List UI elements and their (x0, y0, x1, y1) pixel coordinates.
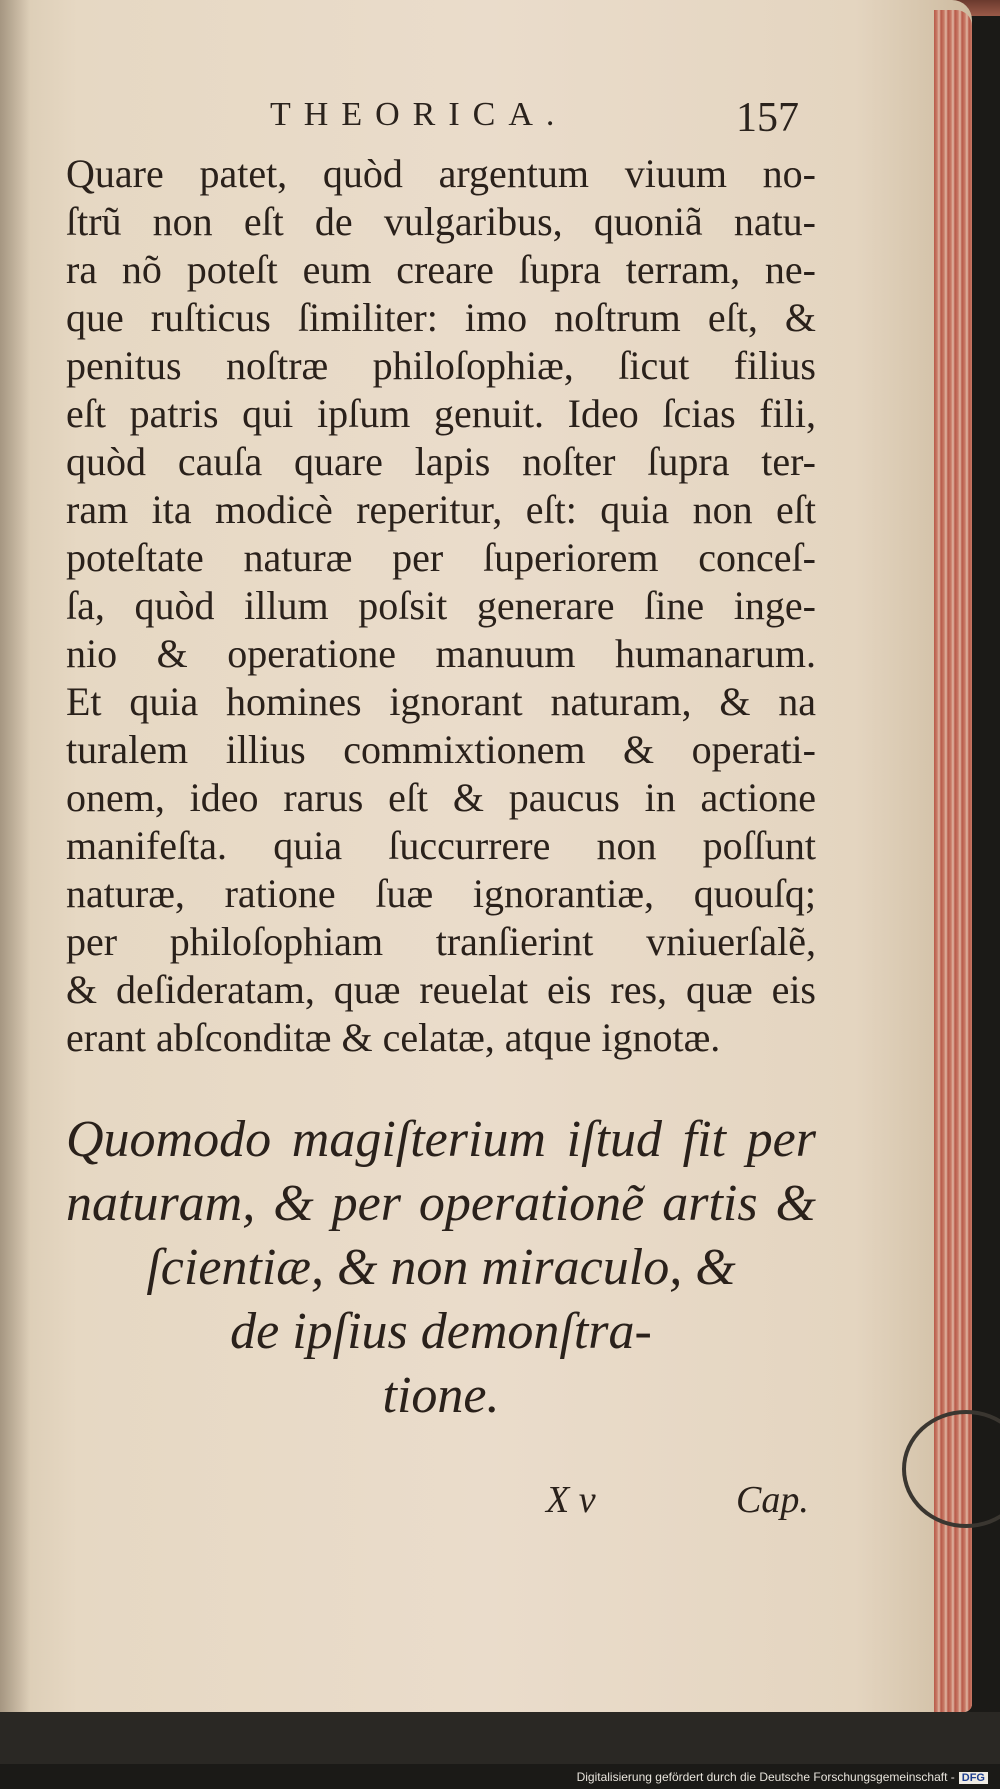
text-line: per philoſophiam tranſierint vniuerſalẽ, (66, 919, 816, 964)
page-number: 157 (736, 95, 799, 141)
catchword: Cap. (736, 1479, 809, 1521)
text-line: ra nõ poteſt eum creare ſupra terram, ne- (66, 247, 816, 292)
text-line: penitus noſtræ philoſophiæ, ſicut filius (66, 343, 816, 388)
text-line: & deſideratam, quæ reuelat eis res, quæ eis (66, 967, 816, 1012)
text-line: que ruſticus ſimiliter: imo noſtrum eſt, & (66, 295, 816, 340)
text-line: manifeſta. quia ſuccurrere non poſſunt (66, 823, 816, 868)
text-line: Quare patet, quòd argentum viuum no- (66, 151, 816, 196)
heading-line: Quomodo magiſterium iſtud fit per (66, 1111, 816, 1168)
text-line: naturæ, ratione ſuæ ignorantiæ, quouſq; (66, 871, 816, 916)
signature-mark: X v (546, 1479, 596, 1521)
chapter-heading (66, 1108, 816, 1428)
digitization-credit (577, 1770, 988, 1784)
heading-line: naturam, & per operationẽ artis & (66, 1175, 816, 1232)
text-line: onem, ideo rarus eſt & paucus in actione (66, 775, 816, 820)
heading-line: tione. (382, 1367, 500, 1424)
credit-text: Digitalisierung gefördert durch die Deutsche Forschungsgemeinschaft - (576, 1770, 955, 1784)
text-line: quòd cauſa quare lapis noſter ſupra ter- (66, 439, 816, 484)
heading-line: de ipſius demonſtra- (230, 1303, 652, 1360)
text-line: Et quia homines ignorant naturam, & na (66, 679, 816, 724)
text-line: erant abſconditæ & celatæ, atque ignotæ. (66, 1015, 721, 1060)
text-line: ſa, quòd illum poſsit generare ſine inge- (66, 583, 816, 628)
text-line: poteſtate naturæ per ſuperiorem conceſ- (66, 535, 816, 580)
text-line: ram ita modicè reperitur, eſt: quia non eſt (66, 487, 816, 532)
spine-shadow (0, 0, 30, 1712)
dfg-logo: DFG (959, 1772, 988, 1784)
text-line: eſt patris qui ipſum genuit. Ideo ſcias fili, (66, 391, 816, 436)
text-line: ſtrũ non eſt de vulgaribus, quoniã natu- (66, 199, 816, 244)
text-line: nio & operatione manuum humanarum. (66, 631, 816, 676)
body-text (66, 150, 816, 1062)
text-line: turalem illius commixtionem & operati- (66, 727, 816, 772)
heading-line: ſcientiæ, & non miraculo, & (146, 1239, 736, 1296)
running-head: THEORICA. (270, 96, 568, 133)
scan-background (0, 1712, 1000, 1764)
